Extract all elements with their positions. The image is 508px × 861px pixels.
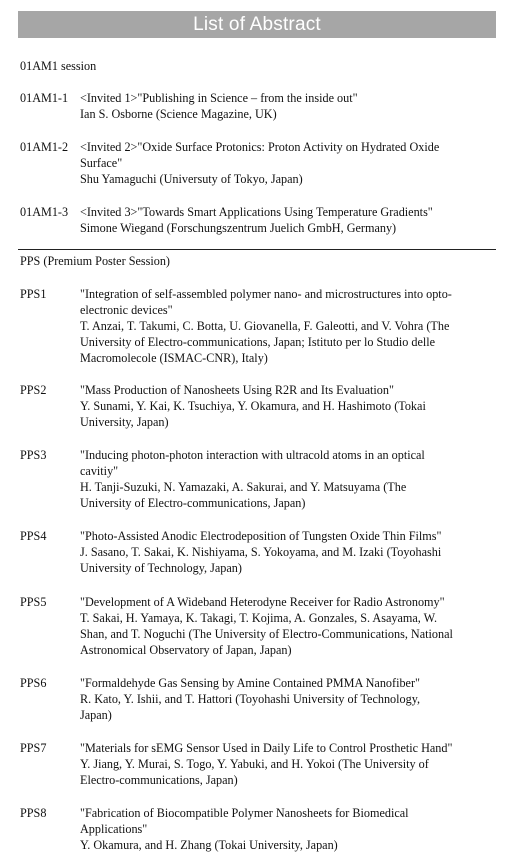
abstract-code: PPS3 (20, 448, 47, 462)
abstract-line: "Development of A Wideband Heterodyne Receiver for Radio Astronomy" (80, 595, 445, 609)
abstract-line: T. Sakai, H. Yamaya, K. Takagi, T. Kojima, A. Gonzales, S. Asayama, W. (80, 611, 438, 625)
abstract-line: Applications" (80, 822, 148, 836)
abstract-line: Ian S. Osborne (Science Magazine, UK) (80, 107, 277, 121)
abstract-code: PPS6 (20, 676, 47, 690)
abstract-line: "Photo-Assisted Anodic Electrodeposition of Tungsten Oxide Thin Films" (80, 529, 442, 543)
abstract-code: PPS8 (20, 806, 47, 820)
abstract-line: J. Sasano, T. Sakai, K. Nishiyama, S. Yokoyama, and M. Izaki (Toyohashi (80, 545, 442, 559)
abstract-line: H. Tanji-Suzuki, N. Yamazaki, A. Sakurai, and Y. Matsuyama (The (80, 480, 407, 494)
abstract-body (80, 90, 358, 122)
abstract-line: Japan) (80, 708, 112, 722)
abstract-body (80, 447, 425, 511)
abstract-line: <Invited 1>"Publishing in Science – from the inside out" (80, 91, 358, 105)
abstract-body (80, 286, 452, 366)
abstract-code: 01AM1-1 (20, 91, 69, 105)
abstract-code: 01AM1-3 (20, 205, 69, 219)
abstract-code: PPS4 (20, 529, 47, 543)
abstract-body (80, 382, 426, 430)
abstract-line: Electro-communications, Japan) (80, 773, 238, 787)
abstract-body (80, 805, 409, 853)
abstract-line: University of Technology, Japan) (80, 561, 242, 575)
abstract-code: PPS5 (20, 595, 47, 609)
abstract-line: "Materials for sEMG Sensor Used in Daily Life to Control Prosthetic Hand" (80, 741, 453, 755)
abstract-line: University of Electro-communications, Japan) (80, 496, 306, 510)
abstract-line: "Inducing photon-photon interaction with ultracold atoms in an optical (80, 448, 425, 462)
abstract-line: "Mass Production of Nanosheets Using R2R and Its Evaluation" (80, 383, 394, 397)
abstract-body (80, 528, 441, 576)
abstract-code: PPS7 (20, 741, 47, 755)
abstract-line: Astronomical Observatory of Japan, Japan) (80, 643, 292, 657)
session-heading-pps: PPS (Premium Poster Session) (20, 254, 170, 268)
abstract-line: University of Electro-communications, Japan; Istituto per lo Studio delle (80, 335, 436, 349)
abstract-code: PPS1 (20, 287, 47, 301)
abstract-line: Macromolecole (ISMAC-CNR), Italy) (80, 351, 268, 365)
abstract-code: 01AM1-2 (20, 140, 69, 154)
abstract-line: Shan, and T. Noguchi (The University of Electro-Communications, National (80, 627, 453, 641)
abstract-line: Surface" (80, 156, 123, 170)
abstract-line: electronic devices" (80, 303, 173, 317)
abstract-line: "Integration of self-assembled polymer nano- and microstructures into opto- (80, 287, 452, 301)
abstract-line: "Fabrication of Biocompatible Polymer Nanosheets for Biomedical (80, 806, 409, 820)
abstract-line: "Formaldehyde Gas Sensing by Amine Contained PMMA Nanofiber" (80, 676, 420, 690)
session-heading-01am1: 01AM1 session (20, 59, 97, 73)
abstract-line: cavitiy" (80, 464, 119, 478)
section-divider (18, 249, 496, 250)
abstract-line: Y. Sunami, Y. Kai, K. Tsuchiya, Y. Okamura, and H. Hashimoto (Tokai (80, 399, 426, 413)
abstract-line: Shu Yamaguchi (Universuty of Tokyo, Japan) (80, 172, 303, 186)
abstract-body (80, 204, 433, 236)
abstract-line: Y. Jiang, Y. Murai, S. Togo, Y. Yabuki, and H. Yokoi (The University of (80, 757, 429, 771)
abstract-line: Y. Okamura, and H. Zhang (Tokai University, Japan) (80, 838, 338, 852)
abstract-line: <Invited 3>"Towards Smart Applications Using Temperature Gradients" (80, 205, 433, 219)
abstract-line: University, Japan) (80, 415, 169, 429)
abstract-line: T. Anzai, T. Takumi, C. Botta, U. Giovanella, F. Galeotti, and V. Vohra (The (80, 319, 450, 333)
abstract-code: PPS2 (20, 383, 47, 397)
abstract-line: R. Kato, Y. Ishii, and T. Hattori (Toyohashi University of Technology, (80, 692, 421, 706)
abstract-body (80, 740, 452, 788)
abstract-body (80, 139, 439, 187)
page-title: List of Abstract (18, 11, 496, 38)
abstract-body (80, 675, 420, 723)
abstract-line: <Invited 2>"Oxide Surface Protonics: Proton Activity on Hydrated Oxide (80, 140, 440, 154)
abstract-body (80, 594, 453, 658)
abstract-line: Simone Wiegand (Forschungszentrum Juelich GmbH, Germany) (80, 221, 397, 235)
